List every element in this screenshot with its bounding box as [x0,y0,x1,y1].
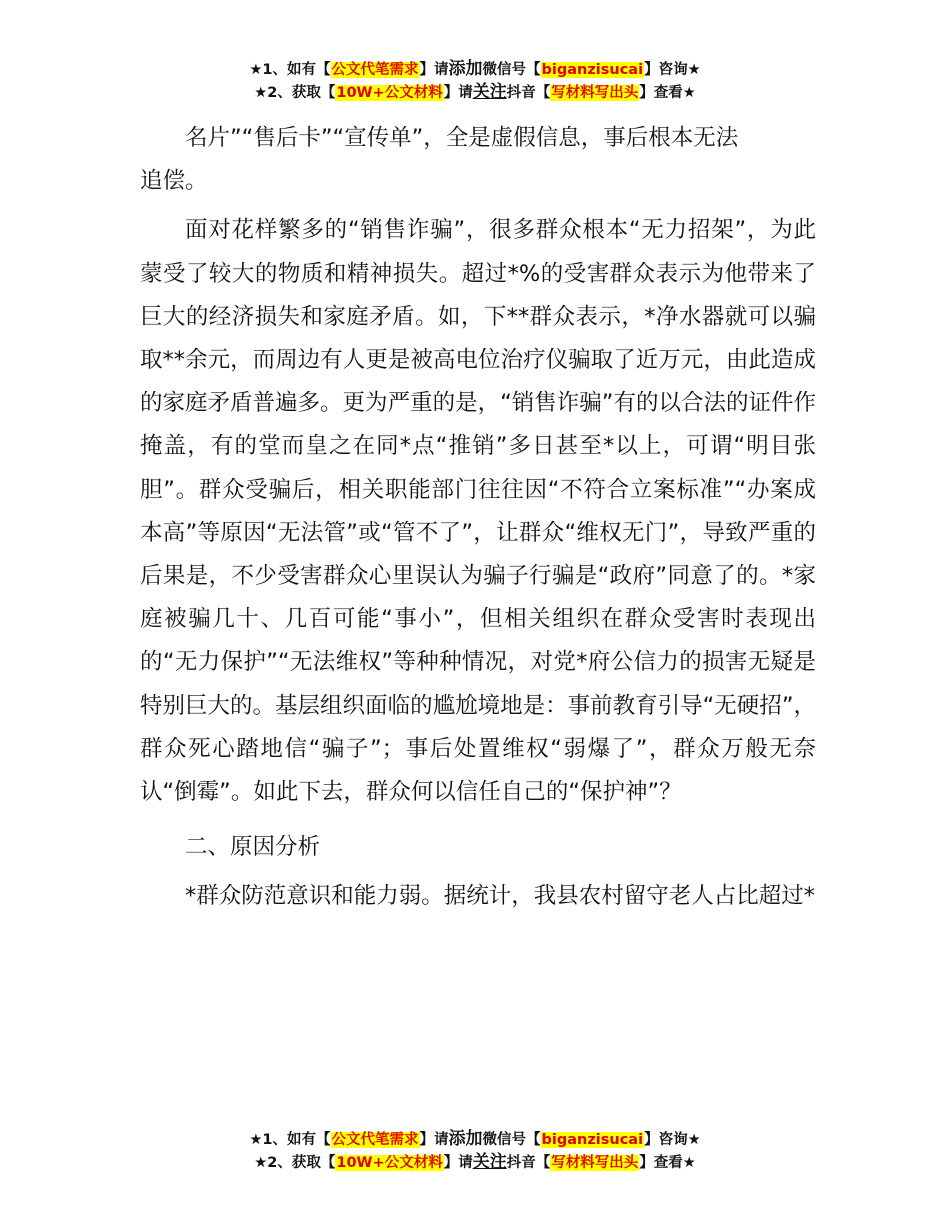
header-line-2-mid: 】请 [443,85,473,101]
footer-line-2-mid2: 抖音【 [506,1155,551,1171]
header-line-1-mid2: 微信号【 [482,62,541,78]
footer-line-2-suffix: 】查看★ [639,1155,696,1171]
header-line-2-prefix: ★2、获取【 [254,85,336,101]
footer-line-1-suffix: 】咨询★ [644,1132,701,1148]
footer-emphasis-follow: 关注 [472,1152,507,1172]
footer-line-1 [0,1128,950,1151]
footer-highlight-douyin-account: 写材料写出头 [551,1155,639,1171]
footer-line-2-prefix: ★2、获取【 [254,1155,336,1171]
header-line-1 [0,58,950,81]
header-banner [0,58,950,104]
footer-line-1-mid2: 微信号【 [482,1132,541,1148]
footer-line-1-prefix: ★1、如有【 [249,1132,331,1148]
footer-banner [0,1128,950,1174]
paragraph-3: *群众防范意识和能力弱。据统计，我县农村留守老人占比超过* [185,883,816,910]
footer-line-2 [0,1151,950,1174]
header-line-1-suffix: 】咨询★ [644,62,701,78]
paragraph-2: 面对花样繁多的“销售诈骗”，很多群众根本“无力招架”，为此蒙受了较大的物质和精神损失。超过*%的受害群众表示为他带来了巨大的经济损失和家庭矛盾。如，下**群众表示，*净水器就可以骗取**余元，而周边有人更是被高电位治疗仪骗取了近万元，由此造成的家庭矛盾普遍多。更为严重的是，“销售诈骗”有的以合法的证件作掩盖，有的堂而皇之在同*点“推销”多日甚至*以上，可谓“明目张胆”。群众受骗后，相关职能部门往往因“不符合立案标准”“办案成本高”等原因“无法管”或“管不了”，让群众“维权无门”，导致严重的后果是，不少受害群众心里误认为骗子行骗是“政府”同意了的。*家庭被骗几十、几百可能“事小”，但相关组织在群众受害时表现出的“无力保护”“无法维权”等种种情况，对党*府公信力的损害无疑是特别巨大的。基层组织面临的尴尬境地是：事前教育引导“无硬招”，群众死心踏地信“骗子”；事后处置维权“弱爆了”，群众万般无奈认“倒霉”。如此下去，群众何以信任自己的“保护神”？ [140,217,816,806]
header-highlight-wechat-id: biganzisucai [541,62,644,78]
footer-highlight-materials: 10W+公文材料 [336,1155,443,1171]
footer-line-1-mid: 】请 [419,1132,449,1148]
document-body [140,117,816,919]
header-line-1-prefix: ★1、如有【 [249,62,331,78]
footer-highlight-wechat-id: biganzisucai [541,1132,644,1148]
header-line-2 [0,81,950,104]
header-highlight-materials: 10W+公文材料 [336,85,443,101]
footer-highlight-ghostwriting: 公文代笔需求 [331,1132,419,1148]
header-line-2-mid2: 抖音【 [506,85,551,101]
header-highlight-ghostwriting: 公文代笔需求 [331,62,419,78]
paragraph-1-line-2: 追偿。 [140,168,208,195]
paragraph-1-line-1: 名片”“售后卡”“宣传单”，全是虚假信息，事后根本无法 [185,125,739,151]
header-emphasis-follow: 关注 [472,82,507,102]
footer-emphasis-add: 添加 [448,1129,483,1149]
header-line-2-suffix: 】查看★ [639,85,696,101]
header-highlight-douyin-account: 写材料写出头 [551,85,639,101]
header-emphasis-add: 添加 [448,59,483,79]
section-heading-cause-analysis: 二、原因分析 [185,834,321,861]
footer-line-2-mid: 】请 [443,1155,473,1171]
header-line-1-mid: 】请 [419,62,449,78]
